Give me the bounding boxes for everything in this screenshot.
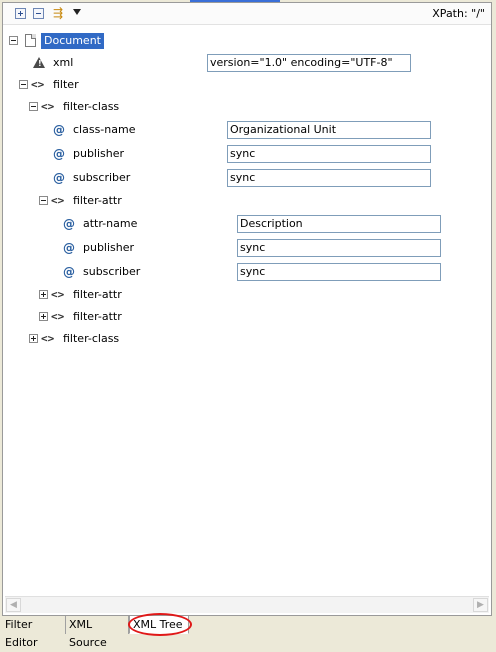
toolbar: [3, 3, 491, 25]
attribute-icon: @: [53, 147, 65, 161]
tree-node-filter-attr[interactable]: [3, 308, 483, 326]
document-label[interactable]: Document: [41, 33, 104, 49]
filter-attr-label: filter-attr: [73, 288, 122, 301]
tree-node-document[interactable]: [3, 32, 483, 50]
collapse-icon[interactable]: [29, 102, 38, 111]
filter-label: filter: [53, 78, 79, 91]
subscriber-value-field[interactable]: sync: [227, 169, 431, 187]
filter-class-label: filter-class: [63, 332, 120, 345]
filter-attr-label: filter-attr: [73, 194, 122, 207]
dropdown-arrow-icon[interactable]: [73, 9, 81, 15]
tree-node-publisher[interactable]: [3, 145, 483, 163]
document-icon: [25, 34, 36, 47]
tree-node-filter-attr[interactable]: [3, 286, 483, 304]
attribute-icon: @: [53, 123, 65, 137]
element-icon: <>: [31, 78, 45, 91]
xml-value-field[interactable]: version="1.0" encoding="UTF-8": [207, 54, 411, 72]
horizontal-scrollbar[interactable]: [5, 596, 489, 613]
expand-icon[interactable]: [29, 334, 38, 343]
class-name-value-field[interactable]: Organizational Unit: [227, 121, 431, 139]
attr-publisher-label: publisher: [83, 241, 135, 254]
tab-filter-editor[interactable]: Filter Editor: [2, 616, 66, 634]
element-icon: <>: [41, 332, 55, 345]
tree-node-filter-class[interactable]: [3, 98, 483, 116]
element-icon: <>: [51, 288, 65, 301]
publisher-label: publisher: [73, 147, 125, 160]
sync-icon[interactable]: ⇶: [53, 6, 64, 20]
scroll-left-icon[interactable]: ◀: [6, 598, 21, 612]
xml-tree-panel: [2, 2, 492, 616]
attribute-icon: @: [63, 217, 75, 231]
filter-class-label: filter-class: [63, 100, 120, 113]
expand-icon[interactable]: [39, 312, 48, 321]
publisher-value-field[interactable]: sync: [227, 145, 431, 163]
element-icon: <>: [51, 194, 65, 207]
collapse-all-icon[interactable]: [33, 8, 44, 19]
attribute-icon: @: [63, 241, 75, 255]
tree-node-filter[interactable]: [3, 76, 483, 94]
xml-label: xml: [53, 56, 74, 69]
scroll-right-icon[interactable]: ▶: [473, 598, 488, 612]
tree-node-class-name[interactable]: [3, 121, 483, 139]
element-icon: <>: [51, 310, 65, 323]
xpath-label: XPath: "/": [432, 7, 485, 20]
attribute-icon: @: [53, 171, 65, 185]
tree-node-attr-subscriber[interactable]: [3, 263, 483, 281]
expand-all-icon[interactable]: [15, 8, 26, 19]
tree-node-filter-class[interactable]: [3, 330, 483, 348]
tab-xml-tree[interactable]: XML Tree: [129, 616, 189, 634]
tree-node-attr-name[interactable]: [3, 215, 483, 233]
tree-node-filter-attr[interactable]: [3, 192, 483, 210]
tree-node-attr-publisher[interactable]: [3, 239, 483, 257]
class-name-label: class-name: [73, 123, 136, 136]
warning-icon: !: [33, 57, 45, 68]
collapse-icon[interactable]: [19, 80, 28, 89]
expand-icon[interactable]: [39, 290, 48, 299]
tree-node-xml[interactable]: [3, 54, 483, 72]
element-icon: <>: [41, 100, 55, 113]
xml-tree: [3, 25, 491, 593]
tab-xml-source[interactable]: XML Source: [66, 616, 129, 634]
attr-name-value-field[interactable]: Description: [237, 215, 441, 233]
attribute-icon: @: [63, 265, 75, 279]
attr-name-label: attr-name: [83, 217, 138, 230]
attr-publisher-value-field[interactable]: sync: [237, 239, 441, 257]
collapse-icon[interactable]: [39, 196, 48, 205]
tree-node-subscriber[interactable]: [3, 169, 483, 187]
subscriber-label: subscriber: [73, 171, 131, 184]
editor-tabs: [0, 616, 496, 649]
collapse-icon[interactable]: [9, 36, 18, 45]
attr-subscriber-value-field[interactable]: sync: [237, 263, 441, 281]
attr-subscriber-label: subscriber: [83, 265, 141, 278]
filter-attr-label: filter-attr: [73, 310, 122, 323]
